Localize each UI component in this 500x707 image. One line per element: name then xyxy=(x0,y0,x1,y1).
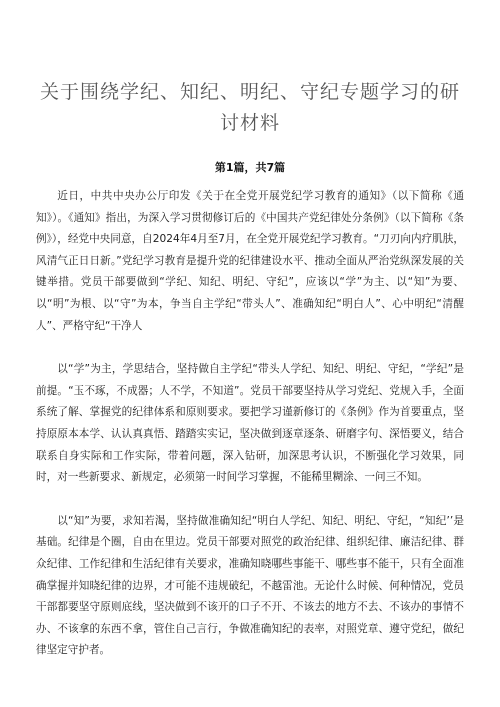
paragraph-1: 近日，中共中央办公厅印发《关于在全党开展党纪学习教育的通知》（以下简称《通知》）。《通知》指出，为深入学习贯彻修订后的《中国共产党纪律处分条例》（以下简称《条例》），经党中央同意，自2024年4月至7月，在全党开展党纪学习教育。“刀刃向内疗肌肤，风清气正日日新。”党纪学习教育是提升党的纪律建设水平、推动全面从严治党纵深发展的关键举措。党员干部要做到“学纪、知纪、明纪、守纪”，应该以“学”为主、以“知”为要、以“明”为根、以“守”为本，争当自主学纪“带头人”、准确知纪“明白人”、心中明纪“清醒人”、严格守纪“干净人 xyxy=(36,190,464,332)
document-title: 关于围绕学纪、知纪、明纪、守纪专题学习的研讨材料 xyxy=(40,80,461,134)
document-body xyxy=(36,186,464,662)
paragraph-3: 以“知”为要，求知若渴，坚持做准确知纪“明白人学纪、知纪、明纪、守纪，“知纪’’是基础。纪律是个圈，自由在里边。党员干部要对照党的政治纪律、组织纪律、廉洁纪律、群众纪律、工作纪律和生活纪律有关要求，准确知晓哪些事能干、哪些事不能干，只有全面准确掌握并知晓纪律的边界，才可能不违规破纪，不越雷池。无论什么时候、何种情况，党员干部都要坚守原则底线，坚决做到不该开的口子不开、不该去的地方不去、不该办的事情不办、不该拿的东西不拿，管住自己言行，争做准确知纪的表率，对照党章、遵守党纪，做纪律坚定守护者。 xyxy=(36,514,464,657)
paragraph-2: 以“学”为主，学思结合，坚持做自主学纪“带头人学纪、知纪、明纪、守纪，“学纪”是前提。“玉不琢，不成器；人不学，不知道”。党员干部要坚持从学习党纪、党规入手，全面系统了解、掌握党的纪律体系和原则要求。要把学习谨新修订的《条例》作为首要重点，坚持原原本本学、认认真真悟、踏踏实实记，坚决做到逐章逐条、研磨字句、深悟要义，结合联系自身实际和工作实际，带着问题，深入钻研，加深思考认识，不断强化学习效果，同时，对一些新要求、新规定，必须第一时间学习掌握，不能稀里糊涂、一问三不知。 xyxy=(36,363,464,484)
part-label: 第1篇，共7篇 xyxy=(214,161,286,174)
